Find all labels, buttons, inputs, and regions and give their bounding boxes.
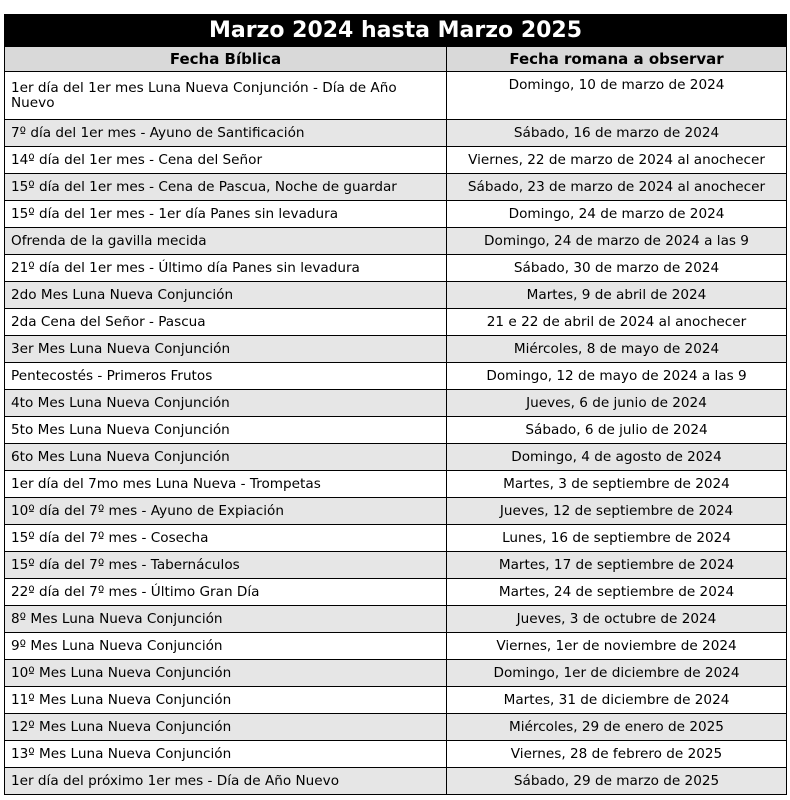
table-row — [5, 552, 787, 579]
table-row — [5, 147, 787, 174]
roman-date-cell: Martes, 17 de septiembre de 2024 — [447, 552, 787, 579]
roman-date-cell: Sábado, 16 de marzo de 2024 — [447, 120, 787, 147]
roman-date-cell: Viernes, 28 de febrero de 2025 — [447, 741, 787, 768]
table-title: Marzo 2024 hasta Marzo 2025 — [5, 15, 787, 47]
biblical-date-cell: Ofrenda de la gavilla mecida — [5, 228, 447, 255]
biblical-date-cell: 14º día del 1er mes - Cena del Señor — [5, 147, 447, 174]
roman-date-cell: Sábado, 23 de marzo de 2024 al anochecer — [447, 174, 787, 201]
roman-date-cell: Jueves, 6 de junio de 2024 — [447, 390, 787, 417]
biblical-date-cell: 9º Mes Luna Nueva Conjunción — [5, 633, 447, 660]
biblical-date-cell: 5to Mes Luna Nueva Conjunción — [5, 417, 447, 444]
table-row — [5, 228, 787, 255]
biblical-date-cell: 3er Mes Luna Nueva Conjunción — [5, 336, 447, 363]
biblical-date-cell: 7º día del 1er mes - Ayuno de Santificación — [5, 120, 447, 147]
biblical-date-cell: 6to Mes Luna Nueva Conjunción — [5, 444, 447, 471]
biblical-date-cell: 15º día del 1er mes - 1er día Panes sin levadura — [5, 201, 447, 228]
biblical-date-cell: 10º día del 7º mes - Ayuno de Expiación — [5, 498, 447, 525]
roman-date-cell: Sábado, 30 de marzo de 2024 — [447, 255, 787, 282]
roman-date-cell: Martes, 24 de septiembre de 2024 — [447, 579, 787, 606]
table-row — [5, 498, 787, 525]
table-row — [5, 390, 787, 417]
table-row — [5, 282, 787, 309]
biblical-date-cell: 10º Mes Luna Nueva Conjunción — [5, 660, 447, 687]
column-header-roman-date: Fecha romana a observar — [447, 47, 787, 72]
table-body — [5, 72, 787, 795]
biblical-date-cell: 15º día del 7º mes - Tabernáculos — [5, 552, 447, 579]
title-row — [5, 15, 787, 47]
roman-date-cell: Viernes, 1er de noviembre de 2024 — [447, 633, 787, 660]
roman-date-cell: 21 e 22 de abril de 2024 al anochecer — [447, 309, 787, 336]
table-row — [5, 120, 787, 147]
roman-date-cell: Miércoles, 8 de mayo de 2024 — [447, 336, 787, 363]
roman-date-cell: Sábado, 29 de marzo de 2025 — [447, 768, 787, 795]
table-row — [5, 255, 787, 282]
biblical-date-cell: 12º Mes Luna Nueva Conjunción — [5, 714, 447, 741]
table-row — [5, 579, 787, 606]
header-row — [5, 47, 787, 72]
roman-date-cell: Viernes, 22 de marzo de 2024 al anochecer — [447, 147, 787, 174]
table-row — [5, 741, 787, 768]
roman-date-cell: Jueves, 12 de septiembre de 2024 — [447, 498, 787, 525]
biblical-date-cell: 2do Mes Luna Nueva Conjunción — [5, 282, 447, 309]
table-row — [5, 201, 787, 228]
biblical-date-cell: 1er día del 7mo mes Luna Nueva - Trompetas — [5, 471, 447, 498]
table-row — [5, 417, 787, 444]
biblical-date-cell: 13º Mes Luna Nueva Conjunción — [5, 741, 447, 768]
table-row — [5, 606, 787, 633]
roman-date-cell: Domingo, 10 de marzo de 2024 — [447, 72, 787, 120]
roman-date-cell: Miércoles, 29 de enero de 2025 — [447, 714, 787, 741]
biblical-date-cell: 15º día del 1er mes - Cena de Pascua, Noche de guardar — [5, 174, 447, 201]
calendar-table-container — [4, 14, 786, 795]
biblical-date-cell: 1er día del próximo 1er mes - Día de Año Nuevo — [5, 768, 447, 795]
table-row — [5, 525, 787, 552]
table-row — [5, 309, 787, 336]
roman-date-cell: Sábado, 6 de julio de 2024 — [447, 417, 787, 444]
table-row — [5, 336, 787, 363]
table-row — [5, 471, 787, 498]
roman-date-cell: Domingo, 4 de agosto de 2024 — [447, 444, 787, 471]
biblical-date-cell: 1er día del 1er mes Luna Nueva Conjunción - Día de Año Nuevo — [5, 72, 447, 120]
biblical-date-cell: 2da Cena del Señor - Pascua — [5, 309, 447, 336]
roman-date-cell: Lunes, 16 de septiembre de 2024 — [447, 525, 787, 552]
biblical-date-cell: 11º Mes Luna Nueva Conjunción — [5, 687, 447, 714]
column-header-biblical-date: Fecha Bíblica — [5, 47, 447, 72]
roman-date-cell: Martes, 9 de abril de 2024 — [447, 282, 787, 309]
table-row — [5, 660, 787, 687]
roman-date-cell: Domingo, 1er de diciembre de 2024 — [447, 660, 787, 687]
roman-date-cell: Domingo, 24 de marzo de 2024 a las 9 — [447, 228, 787, 255]
roman-date-cell: Martes, 31 de diciembre de 2024 — [447, 687, 787, 714]
table-row — [5, 72, 787, 120]
biblical-date-cell: 8º Mes Luna Nueva Conjunción — [5, 606, 447, 633]
table-row — [5, 687, 787, 714]
roman-date-cell: Jueves, 3 de octubre de 2024 — [447, 606, 787, 633]
biblical-date-cell: 21º día del 1er mes - Último día Panes sin levadura — [5, 255, 447, 282]
table-row — [5, 633, 787, 660]
biblical-date-cell: Pentecostés - Primeros Frutos — [5, 363, 447, 390]
biblical-date-cell: 15º día del 7º mes - Cosecha — [5, 525, 447, 552]
biblical-date-cell: 22º día del 7º mes - Último Gran Día — [5, 579, 447, 606]
roman-date-cell: Domingo, 12 de mayo de 2024 a las 9 — [447, 363, 787, 390]
biblical-date-cell: 4to Mes Luna Nueva Conjunción — [5, 390, 447, 417]
table-row — [5, 363, 787, 390]
table-row — [5, 444, 787, 471]
roman-date-cell: Martes, 3 de septiembre de 2024 — [447, 471, 787, 498]
calendar-table — [4, 14, 787, 795]
roman-date-cell: Domingo, 24 de marzo de 2024 — [447, 201, 787, 228]
table-row — [5, 768, 787, 795]
table-row — [5, 174, 787, 201]
table-row — [5, 714, 787, 741]
